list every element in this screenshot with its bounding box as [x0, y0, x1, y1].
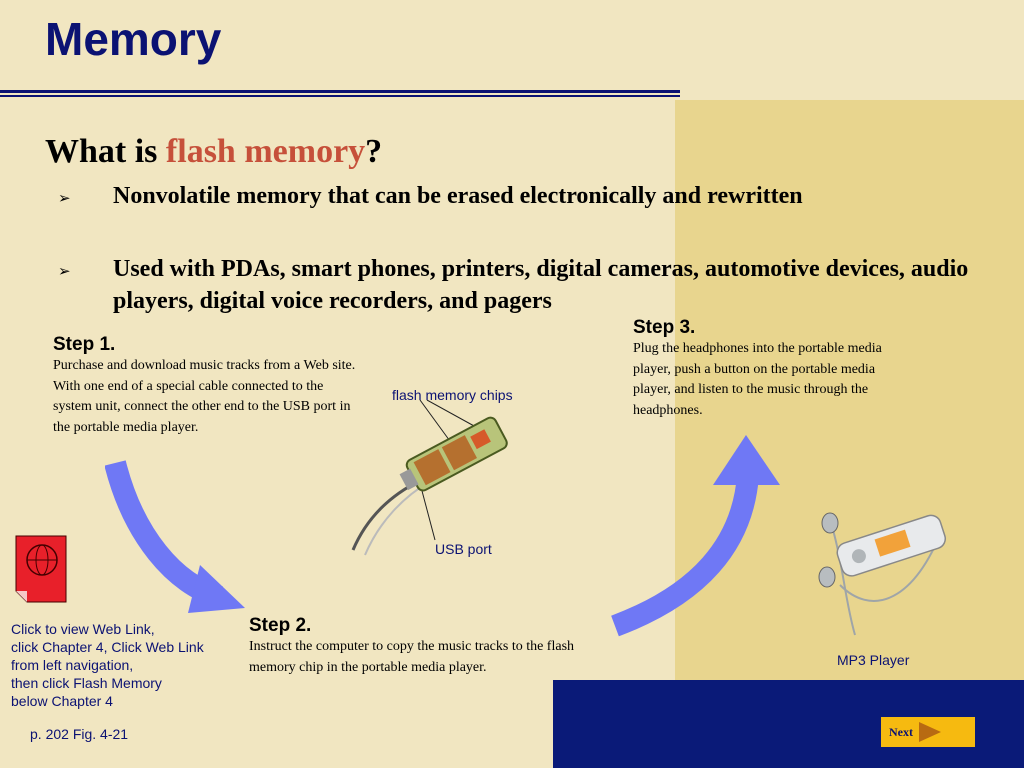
web-link-icon[interactable] [15, 535, 69, 605]
next-arrow-icon [917, 720, 943, 744]
question-heading [45, 133, 382, 170]
figure-reference: p. 202 Fig. 4-21 [30, 726, 129, 742]
step-2 [249, 615, 609, 678]
step-2-body: Instruct the computer to copy the music tracks to the flash memory chip in the portable media player. [249, 639, 575, 675]
step-3 [633, 317, 895, 421]
next-button-label: Next [889, 725, 913, 739]
mp3-player-caption: MP3 Player [837, 652, 910, 668]
step-3-body: Plug the headphones into the portable media player, push a button on the portable media player, and listen to the music through the headphones. [633, 341, 882, 418]
step1-to-step2-arrow [105, 455, 250, 615]
bullet-arrow-icon: ➢ [58, 264, 71, 280]
title-rule-bottom [0, 95, 680, 97]
slide-title: Memory [45, 13, 222, 65]
next-button[interactable] [881, 717, 975, 747]
question-prefix: What is [45, 133, 166, 170]
usb-port-caption: USB port [435, 541, 492, 557]
step-1-body: Purchase and download music tracks from a Web site. With one end of a special cable connected to the system unit, connect the other end to the USB port in the portable media player. [53, 358, 356, 435]
web-link-instructions[interactable]: Click to view Web Link, click Chapter 4, Click Web Link from left navigation, then click Flash Memory below Chapter 4 [11, 621, 204, 709]
bullet-item-nonvolatile: Nonvolatile memory that can be erased electronically and rewritten [113, 183, 803, 209]
step-3-title: Step 3. [633, 317, 696, 338]
mp3-player-image [815, 505, 955, 645]
step-1 [53, 334, 363, 438]
flash-chips-caption: flash memory chips [392, 387, 513, 403]
question-highlight: flash memory [165, 133, 366, 170]
bullet-item-uses: Used with PDAs, smart phones, printers, digital cameras, automotive devices, audio players, digital voice recorders, and pagers [113, 256, 969, 314]
bullet-arrow-icon: ➢ [58, 191, 71, 207]
title-rule-top [0, 90, 680, 93]
step-2-title: Step 2. [249, 615, 312, 636]
step-1-title: Step 1. [53, 334, 116, 355]
question-suffix: ? [365, 133, 383, 170]
flash-drive-image [345, 400, 520, 560]
step2-to-step3-arrow [603, 430, 788, 640]
